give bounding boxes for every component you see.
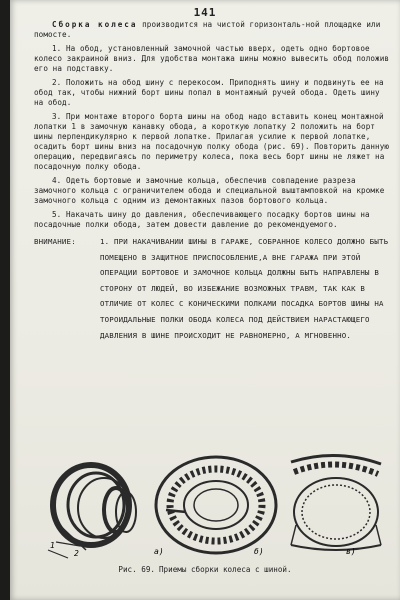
- figure-label-a: а): [154, 547, 164, 556]
- figure-number: Рис. 69.: [118, 565, 155, 574]
- step-2: 2. Положить на обод шину с перекосом. Приподнять шину и подвинуть ее на обод так, чтобы нижний борт шины попал в монтажный ручей обода. Одеть шину на обод.: [34, 78, 384, 107]
- figure-label-c: в): [346, 547, 356, 556]
- figure-caption-text: Приемы сборки колеса с шиной.: [158, 565, 292, 574]
- section-heading: Сборка колеса: [52, 20, 138, 29]
- document-page: [10, 0, 400, 600]
- tool-label-1: 1: [50, 541, 55, 550]
- warning-block: [34, 234, 390, 343]
- step-1: 1. На обод, установленный замочной частью вверх, одеть одно бортовое колесо закраиной вниз. Для удобства монтажа шины можно вывесить обод положив его на подставку.: [34, 44, 390, 73]
- figure-illustrations: [46, 450, 386, 560]
- figure-label-b: б): [254, 547, 264, 556]
- wheel-assembly-figure: [46, 450, 386, 560]
- step-3: 3. При монтаже второго борта шины на обод надо вставить конец монтажной лопатки 1 в замочную канавку обода, а короткую лопатку 2 положить на борт шины перпендикулярно к первой лопатке. Прилагая усилие к первой лопатке, осадить борт шины вниз на посадочную полку обода (рис. 69). Повторить данную операцию, передвигаясь по периметру колеса, пока весь борт шины не ляжет на посадочную полку обода.: [34, 112, 390, 171]
- heading-paragraph: [34, 20, 390, 40]
- figure-caption: [10, 565, 400, 574]
- figure-a-drawing: [48, 465, 136, 558]
- page-number: 141: [193, 6, 217, 19]
- step-4: 4. Одеть бортовые и замочные кольца, обеспечив совпадение разреза замочного кольца с ограничителем обода и специальной выштамповкой на кромке замочного кольца с одним из демонтажных пазов бортового кольца.: [34, 176, 385, 205]
- step-5: 5. Накачать шину до давления, обеспечивающего посадку бортов шины на посадочные полки обода, затем довести давление до рекомендуемого.: [34, 210, 370, 229]
- figure-c-drawing: [291, 455, 381, 550]
- warning-text: 1. ПРИ НАКАЧИВАНИИ ШИНЫ В ГАРАЖЕ, СОБРАННОЕ КОЛЕСО ДОЛЖНО БЫТЬ ПОМЕЩЕНО В ЗАЩИТНОЕ ПРИСПОСОБЛЕНИЕ,А ВНЕ ГАРАЖА ПРИ ЭТОЙ ОПЕРАЦИИ БОРТОВОЕ И ЗАМОЧНОЕ КОЛЬЦА ДОЛЖНЫ БЫТЬ НАПРАВЛЕНЫ В СТОРОНУ ОТ ЛЮДЕЙ, ВО ИЗБЕЖАНИЕ ВОЗМОЖНЫХ ТРАВМ, ТАК КАК В ОТЛИЧИЕ ОТ КОЛЕС С КОНИЧЕСКИМИ ПОЛКАМИ ПОСАДКА БОРТОВ ШИНЫ НА ТОРОИДАЛЬНЫЕ ПОЛКИ ОБОДА КОЛЕСА ПОД ДЕЙСТВИЕМ НАРАСТАЮЩЕГО ДАВЛЕНИЯ В ШИНЕ ПРОИСХОДИТ НЕ РАВНОМЕРНО, А МГНОВЕННО.: [100, 237, 389, 340]
- tool-label-2: 2: [74, 549, 79, 558]
- warning-label: ВНИМАНИЕ:: [34, 237, 76, 246]
- figure-b-drawing: [156, 457, 276, 553]
- heading-rest: производится на чистой горизонталь-ной площадке или помосте.: [34, 20, 381, 39]
- body-text: [34, 20, 390, 343]
